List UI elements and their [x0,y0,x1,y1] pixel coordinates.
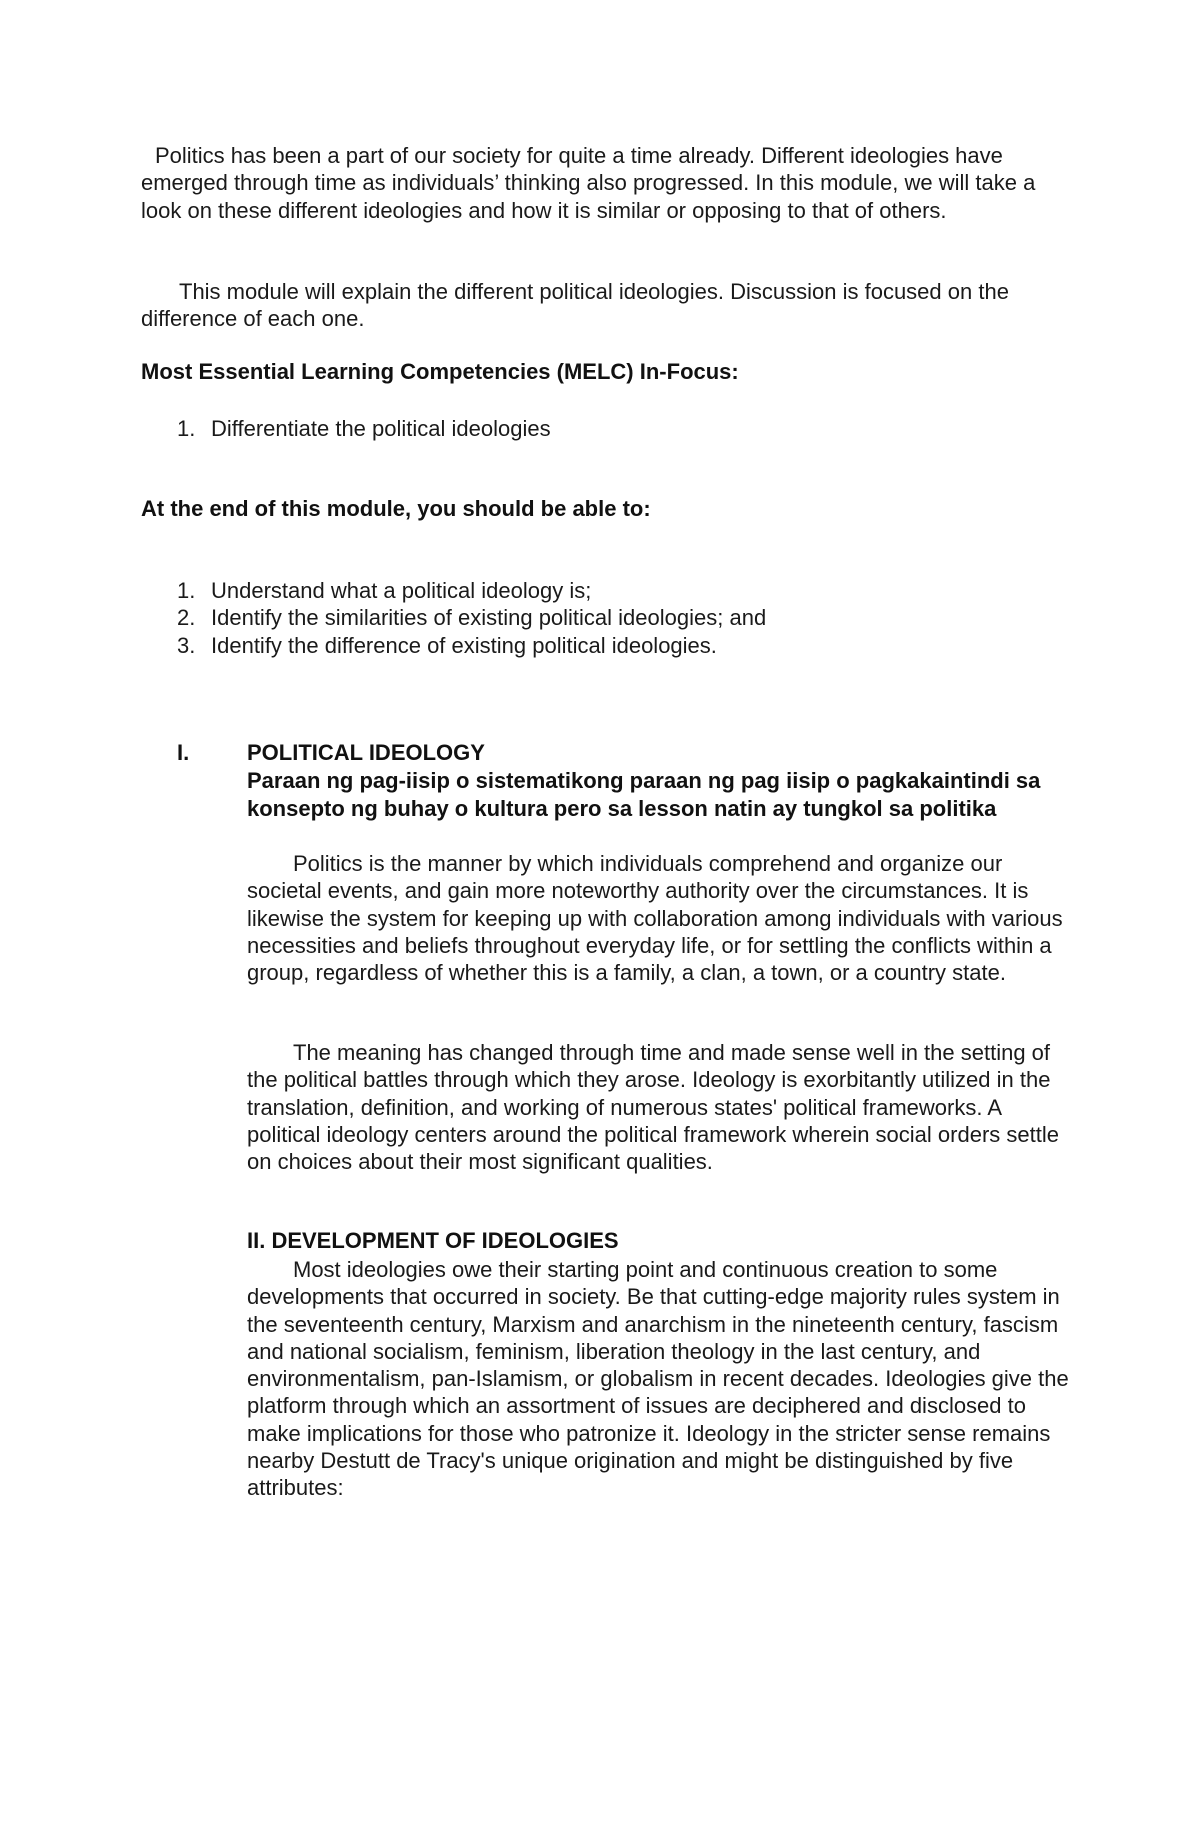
list-item [177,415,551,442]
section-2-title: II. DEVELOPMENT OF IDEOLOGIES [247,1228,619,1253]
section-1-paragraph-2: The meaning has changed through time and made sense well in the setting of the political battles through which they arose. Ideology is exorbitantly utilized in the translation, definition, and working of numerous states' political frameworks. A political ideology centers around the political framework wherein social orders settle on choices about their most significant qualities. [247,1040,1059,1175]
intro-paragraph-1: Politics has been a part of our society for quite a time already. Different ideologies have emerged through time as individuals’ thinking also progressed. In this module, we will take a look on these different ideologies and how it is similar or opposing to that of others. [141,143,1036,223]
list-text: Understand what a political ideology is; [211,578,592,603]
intro-paragraph-2: This module will explain the different political ideologies. Discussion is focused on the difference of each one. [141,279,1009,332]
list-text: Identify the difference of existing political ideologies. [211,632,717,658]
section-1-title: POLITICAL IDEOLOGY [247,740,485,765]
list-number: 2. [177,605,196,631]
outcomes-heading: At the end of this module, you should be able to: [141,496,651,521]
list-item [177,604,766,631]
section-1-numeral: I. [177,740,190,765]
melc-heading: Most Essential Learning Competencies (MELC) In-Focus: [141,359,739,384]
list-item [177,632,766,659]
list-text: Identify the similarities of existing political ideologies; and [211,605,767,631]
list-number: 3. [177,632,196,658]
list-item [177,577,766,604]
section-1-subtitle: Paraan ng pag-iisip o sistematikong paraan ng pag iisip o pagkakaintindi sa konsepto ng buhay o kultura pero sa lesson natin ay tungkol sa politika [247,768,1041,821]
section-2-paragraph-1: Most ideologies owe their starting point and continuous creation to some developments that occurred in society. Be that cutting-edge majority rules system in the seventeenth century, Marxism and anarchism in the nineteenth century, fascism and national socialism, feminism, liberation theology in the last century, and environmentalism, pan-Islamism, or globalism in recent decades. Ideologies give the platform through which an assortment of issues are deciphered and disclosed to make implications for those who patronize it. Ideology in the stricter sense remains nearby Destutt de Tracy's unique origination and might be distinguished by five attributes: [247,1257,1069,1501]
outcomes-list [177,577,766,659]
melc-list [177,415,551,442]
section-1-paragraph-1: Politics is the manner by which individuals comprehend and organize our societal events, and gain more noteworthy authority over the circumstances. It is likewise the system for keeping up with collaboration among individuals with various necessities and beliefs throughout everyday life, or for settling the conflicts within a group, regardless of whether this is a family, a clan, a town, or a country state. [247,851,1063,986]
list-number: 1. [177,416,196,441]
list-text: Differentiate the political ideologies [211,416,551,441]
list-number: 1. [177,578,196,603]
